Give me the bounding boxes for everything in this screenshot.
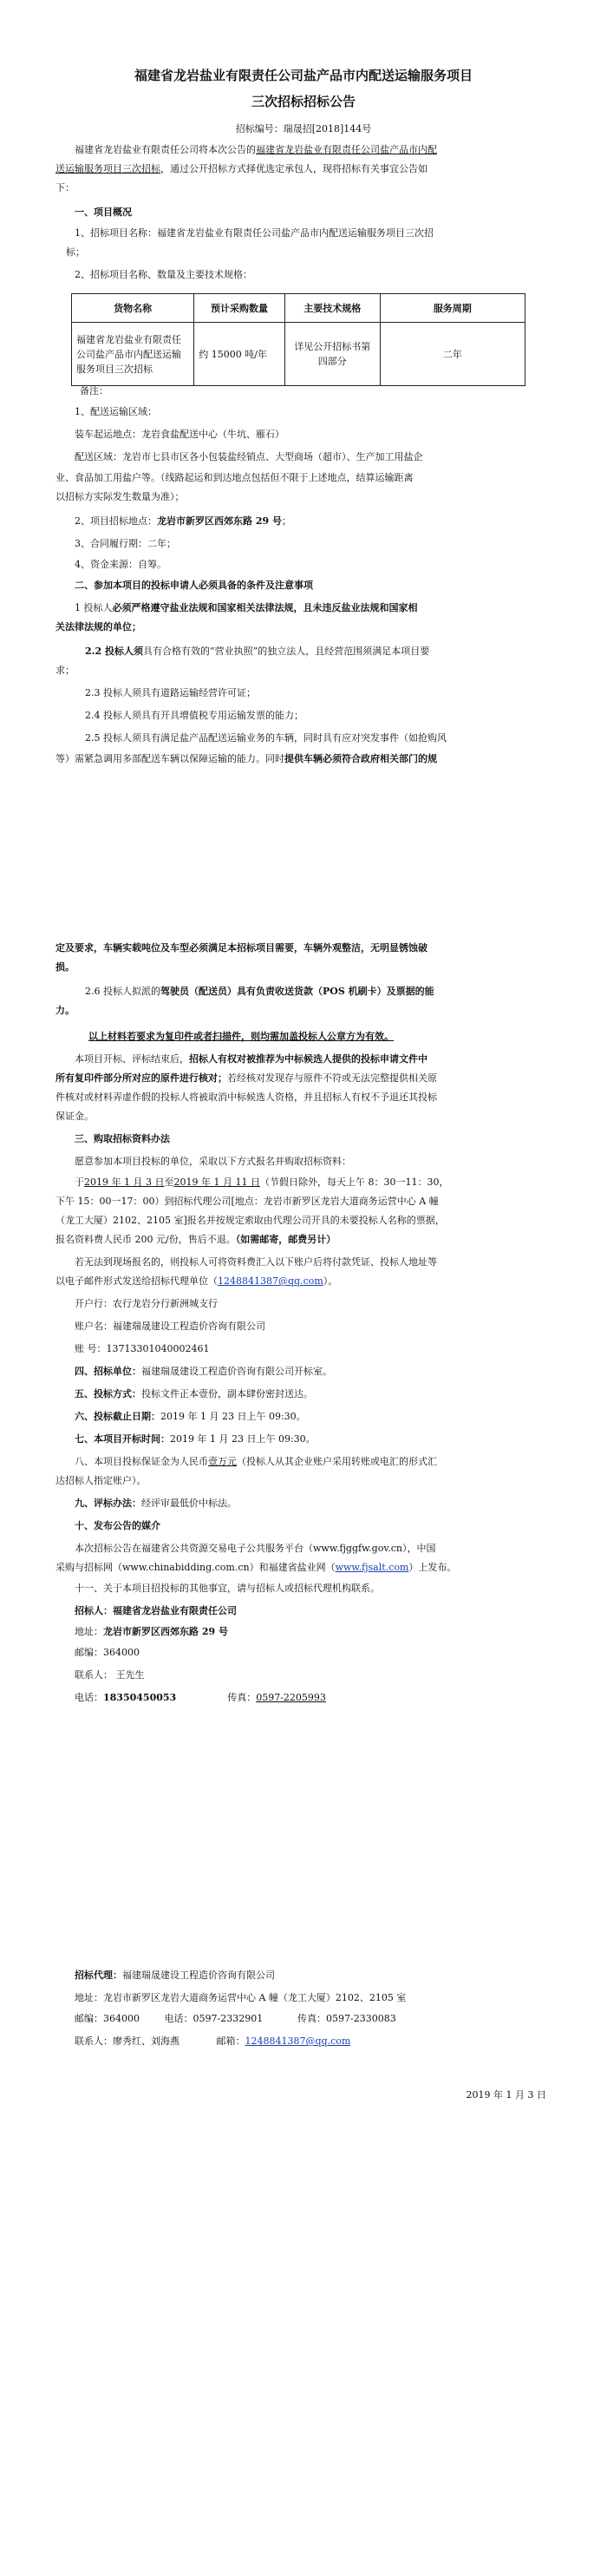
condition-5-line-4: 损。 (55, 961, 75, 973)
section-3-heading: 三、购取招标资料办法 (75, 1133, 170, 1144)
condition-1-line-2: 关法律法规的单位； (55, 621, 141, 633)
agent-contact-people: 联系人：廖秀红、刘海燕 邮箱：1248841387@qq.com (75, 2035, 351, 2047)
section-11-heading: 十一、关于本项目招投标的其他事宜，请与招标人或招标代理机构联系。 (75, 1583, 380, 1594)
media-line-2: 采购与招标网（www.chinabidding.com.cn）和福建省盐业网（www.fjsalt.com）上发布。 (55, 1562, 457, 1573)
spec-heading: 2、招标项目名称、数量及主要技术规格： (75, 269, 252, 280)
section-1-heading: 一、项目概况 (75, 206, 132, 218)
section-10-heading: 十、发布公告的媒介 (75, 1520, 160, 1531)
verification-line-1: 本项目开标、评标结束后，招标人有权对被推荐为中标候选人提供的投标申请文件中 (75, 1053, 428, 1065)
table-row (72, 323, 525, 386)
notes-label: 备注： (80, 385, 108, 397)
condition-6-line-1: 2.6 投标人拟派的驾驶员（配送员）具有负责收送货款（POS 机刷卡）及票据的能 (85, 986, 434, 997)
document-title: 福建省龙岩盐业有限责任公司盐产品市内配送运输服务项目 (134, 68, 473, 83)
table-header: 主要技术规格 (284, 294, 380, 323)
loading-location: 装车起运地点：龙岩食盐配送中心（牛坑、雁石） (75, 429, 284, 440)
delivery-area-line-3: 以招标方实际发生数量为准）； (55, 491, 185, 502)
account-number: 账 号：13713301040002461 (75, 1343, 210, 1354)
delivery-area-line-2: 业、食品加工用盐户等。（线路起运和到达地点包括但不限于上述地点，结算运输距离 (55, 472, 414, 483)
verification-line-3: 件核对或材料弄虚作假的投标人将被取消中标候选人资格，并且招标人有权不予退还其投标 (55, 1091, 437, 1103)
media-line-1: 本次招标公告在福建省公共资源交易电子公共服务平台（www.fjggfw.gov.cn），中国 (75, 1543, 436, 1554)
announcement-date: 2019 年 1 月 3 日 (466, 2089, 546, 2101)
section-6: 六、投标截止日期：2019 年 1 月 23 日上午 09:30。 (75, 1411, 306, 1422)
delivery-area-label: 1、配送运输区域： (75, 406, 157, 417)
bid-number: 招标编号：瑞晟招[2018]144号 (235, 123, 372, 134)
table-cell: 约 15000 吨/年 (194, 323, 285, 386)
table-header: 货物名称 (72, 294, 194, 323)
document-subtitle: 三次招标招标公告 (251, 94, 356, 109)
table-header-row (72, 294, 525, 323)
account-name: 账户名：福建瑞晟建设工程造价咨询有限公司 (75, 1321, 265, 1332)
purchase-period-line-2: 下午 15：00一17：00）到招标代理公司[地点：龙岩市新罗区龙岩大道商务运营中心 A 幢 (55, 1196, 439, 1207)
salt-website-link[interactable]: www.fjsalt.com (335, 1562, 409, 1573)
tenderer-address: 地址：龙岩市新罗区西郊东路 29 号 (75, 1626, 228, 1637)
project-name-line-2: 标； (66, 246, 85, 258)
section-7: 七、本项目开标时间：2019 年 1 月 23 日上午 09:30。 (75, 1433, 316, 1445)
section-8-line-1: 八、本项目投标保证金为人民币壹万元（投标人从其企业账户采用转账或电汇的形式汇 (75, 1456, 437, 1467)
intro-line-2: 送运输服务项目三次招标，通过公开招标方式择优选定承包人，现将招标有关事宜公告如 (55, 163, 428, 174)
section-9: 九、评标办法：经评审最低价中标法。 (75, 1498, 237, 1509)
tenderer-name: 招标人：福建省龙岩盐业有限责任公司 (75, 1605, 237, 1616)
condition-2-line-2: 求； (55, 665, 75, 676)
remote-registration-line-1: 若无法到现场报名的，则投标人可将资料费汇入以下账户后将付款凭证、投标人地址等 (75, 1256, 437, 1268)
table-cell: 福建省龙岩盐业有限责任公司盐产品市内配送运输服务项目三次招标 (72, 323, 194, 386)
tenderer-contact: 联系人： 王先生 (75, 1669, 145, 1681)
condition-5-line-2: 等）需紧急调用多部配送车辆以保障运输的能力。同时提供车辆必须符合政府相关部门的规 (55, 753, 437, 764)
purchase-intro: 愿意参加本项目投标的单位，采取以下方式报名并购取招标资料： (75, 1156, 351, 1167)
condition-3: 2.3 投标人须具有道路运输经营许可证； (85, 687, 256, 698)
procurement-table (71, 293, 525, 386)
verification-line-4: 保证金。 (55, 1111, 94, 1122)
condition-5-line-1: 2.5 投标人须具有满足盐产品配送运输业务的车辆，同时具有应对突发事件（如抢购风 (85, 732, 447, 744)
condition-4: 2.4 投标人须具有开具增值税专用运输发票的能力； (85, 710, 304, 721)
table-cell: 二年 (380, 323, 525, 386)
copies-notice: 以上材料若要求为复印件或者扫描件，则均需加盖投标人公章方为有效。 (88, 1031, 394, 1042)
purchase-period-line-1: 于2019 年 1 月 3 日至2019 年 1 月 11 日（节假日除外，每天上午 8：30一11：30， (75, 1177, 449, 1188)
intro-line-3: 下： (55, 182, 75, 193)
agent-address: 地址：龙岩市新罗区龙岩大道商务运营中心 A 幢（龙工大厦）2102、2105 室 (75, 1992, 407, 2003)
bank-name: 开户行：农行龙岩分行新洲城支行 (75, 1298, 218, 1309)
table-cell: 详见公开招标书第四部分 (284, 323, 380, 386)
table-header: 服务周期 (380, 294, 525, 323)
section-4: 四、招标单位：福建瑞晟建设工程造价咨询有限公司开标室。 (75, 1366, 332, 1377)
tenderer-zip: 邮编：364000 (75, 1647, 140, 1658)
purchase-period-line-3: （龙工大厦）2102、2105 室]报名并按规定索取由代理公司开具的未要投标人名称的票据， (55, 1215, 445, 1226)
table-header: 预计采购数量 (194, 294, 285, 323)
condition-5-line-3: 定及要求，车辆实载吨位及车型必须满足本招标项目需要，车辆外观整洁，无明显锈蚀破 (55, 942, 428, 954)
agent-mailbox-link[interactable]: 1248841387@qq.com (245, 2035, 351, 2047)
contract-period: 3、合同履行期：二年； (75, 538, 176, 549)
condition-2-line-1: 2.2 投标人须具有合格有效的“营业执照”的独立法人，且经营范围须满足本项目要 (85, 646, 430, 657)
agent-name: 招标代理：福建瑞晟建设工程造价咨询有限公司 (75, 1970, 275, 1981)
agent-contact-numbers: 邮编：364000 电话：0597-2332901 传真：0597-2330083 (75, 2013, 396, 2024)
bid-location: 2、项目招标地点：龙岩市新罗区西郊东路 29 号； (75, 515, 291, 527)
agent-email-link[interactable]: 1248841387@qq.com (218, 1275, 323, 1287)
section-2-heading: 二、参加本项目的投标申请人必须具备的条件及注意事项 (75, 580, 313, 591)
section-5: 五、投标方式：投标文件正本壹份，副本肆份密封送达。 (75, 1388, 313, 1399)
remote-registration-line-2: 以电子邮件形式发送给招标代理单位（1248841387@qq.com）。 (55, 1275, 338, 1287)
intro-line-1: 福建省龙岩盐业有限责任公司将本次公告的福建省龙岩盐业有限责任公司盐产品市内配 (75, 144, 437, 155)
condition-6-line-2: 力。 (55, 1005, 75, 1016)
project-name-line-1: 1、招标项目名称：福建省龙岩盐业有限责任公司盐产品市内配送运输服务项目三次招 (75, 227, 434, 239)
funding-source: 4、资金来源：自筹。 (75, 559, 166, 570)
tenderer-phone: 电话：18350450053 传真：0597-2205993 (75, 1692, 326, 1703)
verification-line-2: 所有复印件部分所对应的原件进行核对；若经核对发现存与原件不符或无法完整提供相关原 (55, 1072, 437, 1084)
purchase-fee: 报名资料费人民币 200 元/份，售后不退。（如需邮寄，邮费另计） (55, 1234, 336, 1245)
delivery-area-line-1: 配送区域：龙岩市七县市区各小包装盐经销点、大型商场（超市）、生产加工用盐企 (75, 451, 423, 462)
section-8-line-2: 达招标人指定账户）。 (55, 1475, 147, 1486)
condition-1-line-1: 1 投标人必须严格遵守盐业法规和国家相关法律法规，且未违反盐业法规和国家相 (75, 602, 418, 613)
